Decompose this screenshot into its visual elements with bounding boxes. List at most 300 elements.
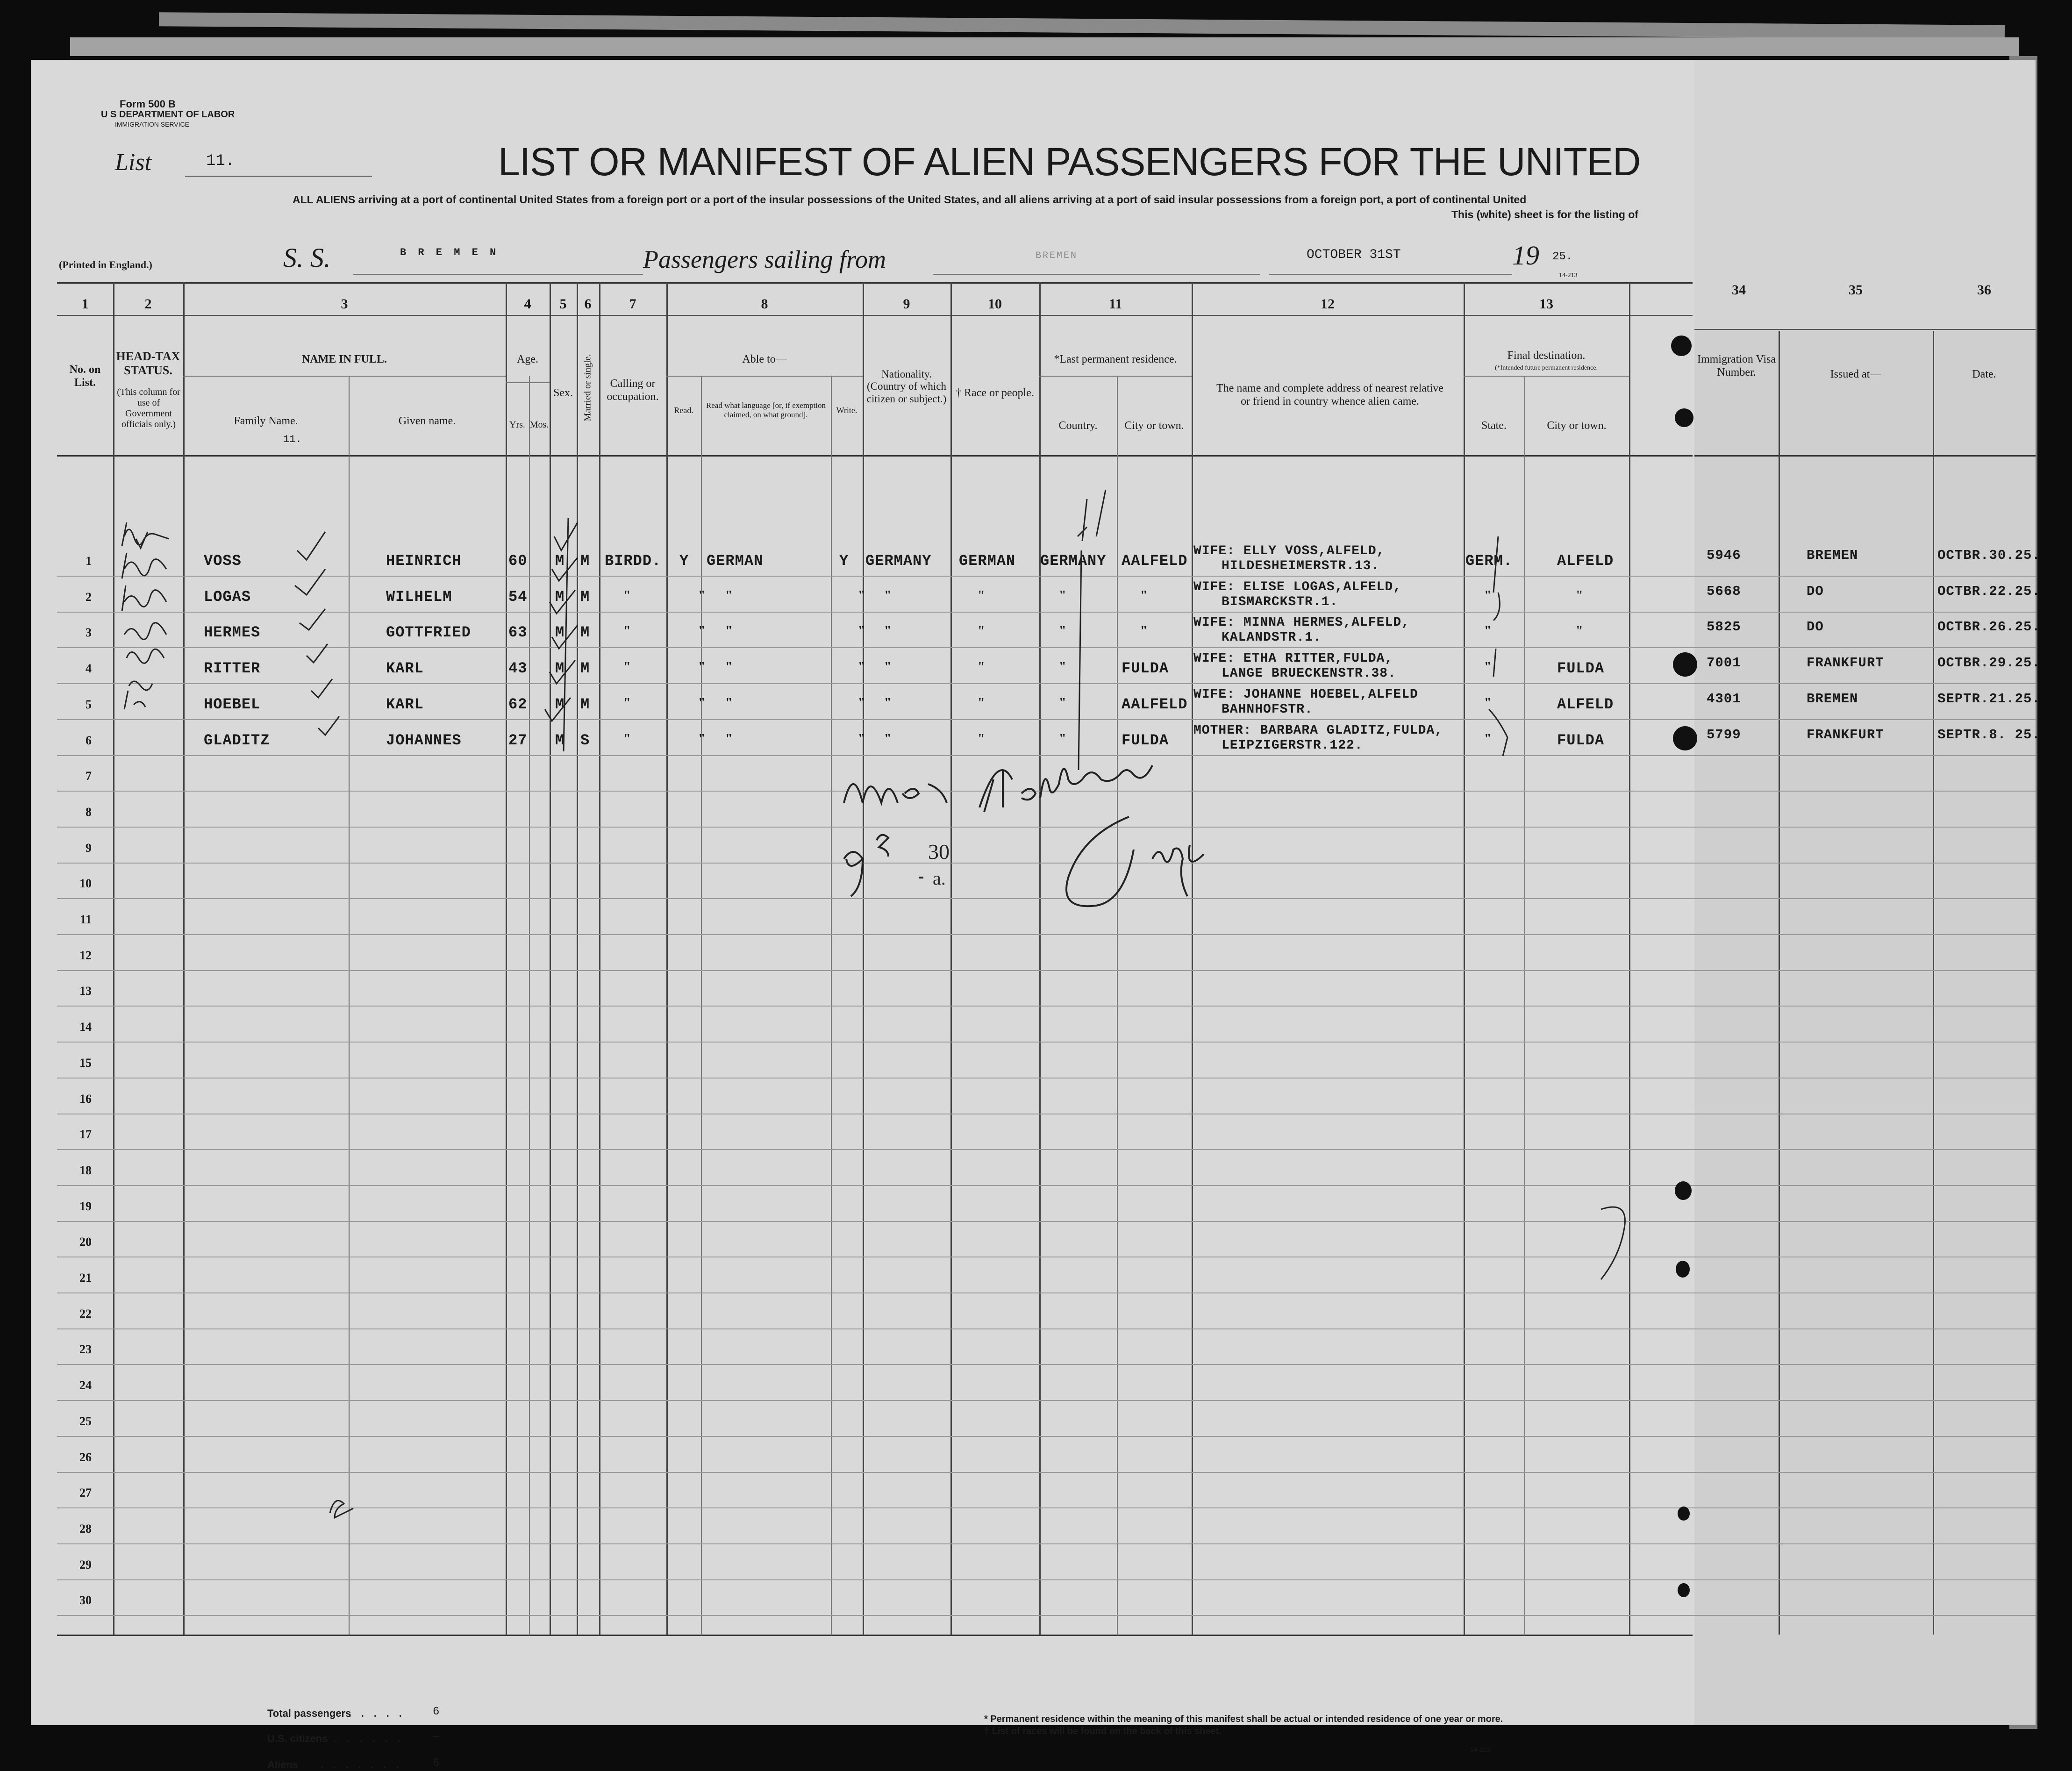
cell-relative-address: BAHNHOFSTR. bbox=[1222, 702, 1313, 717]
row-rule bbox=[57, 1543, 1694, 1544]
header-able-to: Able to— bbox=[742, 353, 787, 365]
right-row-rule bbox=[1694, 647, 2036, 648]
row-number: 3 bbox=[86, 626, 92, 640]
header-read-language: Read what language [or, if exemption claimed, on what ground]. bbox=[706, 401, 826, 419]
punch-hole bbox=[1675, 408, 1693, 427]
row-number: 4 bbox=[86, 662, 92, 676]
column-line bbox=[1039, 282, 1041, 1635]
cell-dest-city: ALFELD bbox=[1557, 695, 1614, 713]
cell-marital: M bbox=[580, 624, 590, 642]
cell-state: GERM. bbox=[1465, 552, 1513, 570]
cell-state: " bbox=[1484, 695, 1492, 710]
port-underline bbox=[933, 274, 1260, 275]
row-number: 8 bbox=[86, 805, 92, 819]
punch-hole bbox=[1675, 1181, 1692, 1200]
service-name: IMMIGRATION SERVICE bbox=[115, 121, 189, 128]
cell-sex: M bbox=[555, 624, 565, 642]
residence-check-marks bbox=[1068, 480, 1162, 770]
cell-occupation: " bbox=[623, 624, 631, 639]
row-number: 28 bbox=[79, 1521, 92, 1535]
header-head-tax: HEAD-TAX STATUS. bbox=[116, 350, 180, 377]
punch-hole bbox=[1676, 1261, 1690, 1278]
right-row-rule bbox=[1694, 1615, 2036, 1616]
cell-sex: M bbox=[555, 695, 565, 713]
column-number: 10 bbox=[988, 296, 1002, 312]
stacked-page-edge bbox=[70, 37, 2019, 56]
cell-marital: M bbox=[580, 660, 590, 678]
cell-visa: 5668 bbox=[1707, 583, 1741, 599]
cell-visa-date: OCTBR.22.25. bbox=[1937, 583, 2041, 599]
header-no-on-list: No. on List. bbox=[69, 364, 101, 389]
cell-nationality: " bbox=[884, 731, 892, 746]
cell-visa-date: OCTBR.26.25. bbox=[1937, 619, 2041, 635]
right-row-rule bbox=[1694, 1472, 2036, 1473]
punch-hole bbox=[1678, 1507, 1690, 1521]
cell-race: " bbox=[978, 731, 985, 746]
column-number-35: 35 bbox=[1849, 282, 1863, 298]
column-line bbox=[599, 282, 600, 1635]
head-tax-handwriting bbox=[115, 518, 194, 761]
aliens-value: 6 bbox=[433, 1757, 440, 1770]
row-number: 12 bbox=[79, 948, 92, 962]
manifest-title: LIST OR MANIFEST OF ALIEN PASSENGERS FOR THE UNITED bbox=[498, 140, 1641, 184]
right-row-rule bbox=[1694, 1507, 2036, 1508]
table-bottom-rule bbox=[57, 1635, 1693, 1636]
cell-given: WILHELM bbox=[386, 588, 452, 606]
column-number: 2 bbox=[144, 296, 152, 312]
us-citizens-value: — bbox=[433, 1731, 440, 1743]
row-number: 18 bbox=[79, 1163, 92, 1177]
destination-marks bbox=[1479, 527, 1554, 761]
cell-marital: M bbox=[580, 588, 590, 606]
cell-occupation: " bbox=[623, 731, 631, 746]
list-label: List bbox=[115, 149, 152, 176]
footnote-races: † List of races will be found on the back of this sheet. bbox=[984, 1726, 1222, 1736]
row-number: 30 bbox=[79, 1593, 92, 1607]
cell-nationality: " bbox=[884, 695, 892, 710]
cell-nationality: " bbox=[884, 660, 892, 675]
cell-race: " bbox=[978, 660, 985, 675]
right-row-rule bbox=[1694, 683, 2036, 684]
list-number: 11. bbox=[206, 152, 235, 170]
header-calling: Calling or occupation. bbox=[607, 378, 659, 403]
form-number: Form 500 B bbox=[120, 98, 176, 110]
row-number: 26 bbox=[79, 1450, 92, 1464]
header-city: City or town. bbox=[1124, 420, 1184, 432]
header-final-destination: Final destination. bbox=[1507, 350, 1586, 362]
column-line bbox=[1192, 282, 1193, 1635]
manifest-sheet bbox=[31, 60, 2041, 1771]
cell-country: " bbox=[1059, 588, 1066, 603]
right-row-rule bbox=[1694, 755, 2036, 756]
column-number: 6 bbox=[584, 296, 592, 312]
row-number: 27 bbox=[79, 1486, 92, 1500]
cell-language: " bbox=[725, 624, 733, 639]
cell-city: AALFELD bbox=[1122, 695, 1188, 713]
sailing-date: OCTOBER 31ST bbox=[1307, 248, 1401, 262]
column-number: 3 bbox=[341, 296, 348, 312]
cell-sex: M bbox=[555, 731, 565, 749]
header-nationality: Nationality. (Country of which citizen or subject.) bbox=[866, 368, 947, 405]
cell-read: " bbox=[698, 660, 706, 675]
cell-nationality: " bbox=[884, 624, 892, 639]
cell-issued: FRANKFURT bbox=[1807, 727, 1884, 743]
date-underline bbox=[1269, 274, 1512, 275]
time-note-a: a. bbox=[933, 868, 946, 889]
header-race: † Race or people. bbox=[956, 387, 1034, 399]
header-bottom-rule bbox=[57, 455, 1693, 457]
right-row-rule bbox=[1694, 1221, 2036, 1222]
column-number-36: 36 bbox=[1977, 282, 1991, 298]
header-state: State. bbox=[1481, 420, 1507, 432]
right-column-line bbox=[1779, 331, 1780, 1635]
right-row-rule bbox=[1694, 576, 2036, 577]
instructions-text-2: This (white) sheet is for the listing of bbox=[1451, 208, 1638, 221]
header-dest-city: City or town. bbox=[1547, 420, 1607, 432]
cell-relative-address: HILDESHEIMERSTR.13. bbox=[1222, 559, 1380, 573]
row-number: 11 bbox=[80, 913, 92, 926]
column-number: 11 bbox=[1108, 296, 1122, 312]
able-subheader-rule bbox=[666, 376, 863, 377]
row-number: 20 bbox=[79, 1235, 92, 1249]
header-immigration-visa: Immigration Visa Number. bbox=[1697, 353, 1776, 378]
instructions-text: ALL ALIENS arriving at a port of continental United States from a foreign port or a port of the insular possessions of the United States, and all aliens arriving at a port of said insular possessions from a foreign port, a port of continental United bbox=[293, 193, 1527, 206]
row-rule bbox=[57, 1400, 1694, 1401]
cell-relative-address: KALANDSTR.1. bbox=[1222, 630, 1322, 645]
row-rule bbox=[57, 1149, 1694, 1150]
row-rule bbox=[57, 970, 1694, 971]
cell-language: " bbox=[725, 731, 733, 746]
row-number: 17 bbox=[79, 1128, 92, 1142]
right-row-rule bbox=[1694, 1400, 2036, 1401]
year-suffix: 25. bbox=[1552, 250, 1573, 263]
header-head-tax-note: (This column for use of Government officials only.) bbox=[117, 387, 180, 429]
sailing-port: BREMEN bbox=[1036, 250, 1078, 261]
check-marks bbox=[218, 518, 592, 761]
cell-sex: M bbox=[555, 660, 565, 678]
manifest-front-page bbox=[31, 60, 1694, 1771]
row-rule bbox=[57, 1185, 1694, 1186]
right-header-bottom-rule bbox=[1694, 455, 2036, 457]
cell-family: RITTER bbox=[204, 660, 261, 678]
cell-nationality: " bbox=[884, 588, 892, 603]
cell-write: " bbox=[858, 624, 865, 639]
inspector-signature bbox=[825, 751, 1293, 948]
column-number: 9 bbox=[903, 296, 910, 312]
right-row-rule bbox=[1694, 1185, 2036, 1186]
cell-state: " bbox=[1484, 660, 1492, 675]
column-number: 7 bbox=[629, 296, 636, 312]
cell-dest-city: " bbox=[1576, 588, 1583, 603]
department-name: U S DEPARTMENT OF LABOR bbox=[101, 109, 235, 120]
row-number: 29 bbox=[79, 1557, 92, 1571]
cell-family: HERMES bbox=[204, 624, 261, 642]
cell-city: AALFELD bbox=[1122, 552, 1188, 570]
cell-visa-date: OCTBR.30.25. bbox=[1937, 548, 2041, 563]
header-last-residence: *Last permanent residence. bbox=[1054, 353, 1177, 365]
cell-family: VOSS bbox=[204, 552, 242, 570]
stray-mark bbox=[1592, 1200, 1648, 1284]
cell-occupation: BIRDD. bbox=[605, 552, 662, 570]
cell-family: GLADITZ bbox=[204, 731, 270, 749]
cell-read: " bbox=[698, 588, 706, 603]
header-write: Write. bbox=[836, 406, 857, 415]
cell-country: GERMANY bbox=[1040, 552, 1107, 570]
column-line bbox=[577, 282, 578, 1635]
cell-issued: BREMEN bbox=[1807, 691, 1858, 707]
cell-occupation: " bbox=[623, 695, 631, 710]
row-rule bbox=[57, 1579, 1694, 1580]
cell-issued: DO bbox=[1807, 583, 1824, 599]
cell-read: " bbox=[698, 695, 706, 710]
right-row-rule bbox=[1694, 1042, 2036, 1043]
cell-relative-name: WIFE: MINNA HERMES,ALFELD, bbox=[1193, 615, 1410, 630]
row-number: 7 bbox=[86, 769, 92, 783]
row-rule bbox=[57, 1364, 1694, 1365]
aliens-dots: . . . . . . . bbox=[321, 1759, 403, 1771]
cell-language: GERMAN bbox=[707, 552, 764, 570]
ship-underline bbox=[353, 274, 643, 275]
header-married: Married or single. bbox=[582, 354, 593, 421]
column-number: 12 bbox=[1321, 296, 1335, 312]
column-line bbox=[183, 282, 185, 1635]
punch-hole bbox=[1673, 726, 1697, 750]
cell-relative-address: LANGE BRUECKENSTR.38. bbox=[1222, 666, 1396, 681]
cell-race: GERMAN bbox=[959, 552, 1016, 570]
cell-visa-date: SEPTR.8. 25. bbox=[1937, 727, 2041, 743]
sailing-label: Passengers sailing from bbox=[643, 245, 886, 273]
header-family-name: Family Name. bbox=[234, 415, 298, 427]
punch-hole bbox=[1678, 1583, 1690, 1597]
cell-race: " bbox=[978, 624, 985, 639]
footer-code: 14-213 bbox=[1470, 1746, 1491, 1753]
cell-write: " bbox=[858, 695, 865, 710]
row-number: 22 bbox=[79, 1307, 92, 1321]
right-row-rule bbox=[1694, 1328, 2036, 1329]
cell-read: " bbox=[698, 624, 706, 639]
cell-visa: 4301 bbox=[1707, 691, 1741, 707]
cell-age: 54 bbox=[508, 588, 528, 606]
column-number-34: 34 bbox=[1732, 282, 1746, 298]
cell-relative-address: LEIPZIGERSTR.122. bbox=[1222, 738, 1363, 753]
cell-issued: FRANKFURT bbox=[1807, 655, 1884, 671]
citizens-dots: . . . . . . bbox=[335, 1733, 404, 1744]
cell-nationality: GERMANY bbox=[865, 552, 932, 570]
column-line bbox=[666, 282, 668, 1635]
age-subheader-rule bbox=[506, 382, 550, 383]
row-rule bbox=[57, 1436, 1694, 1437]
residence-subheader-rule bbox=[1039, 376, 1192, 377]
cell-age: 62 bbox=[508, 695, 528, 713]
cell-relative-address: BISMARCKSTR.1. bbox=[1222, 594, 1338, 609]
family-name-list-value: 11. bbox=[283, 434, 302, 445]
right-column-line bbox=[1933, 331, 1934, 1635]
destination-subheader-rule bbox=[1464, 376, 1629, 377]
cell-country: " bbox=[1059, 731, 1066, 746]
cell-age: 43 bbox=[508, 660, 528, 678]
column-line bbox=[113, 282, 114, 1635]
column-number-rule bbox=[57, 315, 1693, 316]
row-rule bbox=[57, 1006, 1694, 1007]
header-visa-date: Date. bbox=[1972, 368, 1996, 380]
right-row-rule bbox=[1694, 1436, 2036, 1437]
column-number: 1 bbox=[81, 296, 89, 312]
cell-relative-name: WIFE: ELLY VOSS,ALFELD, bbox=[1193, 544, 1385, 558]
header-given-name: Given name. bbox=[398, 415, 456, 427]
right-row-rule bbox=[1694, 612, 2036, 613]
right-row-rule bbox=[1694, 970, 2036, 971]
cell-language: " bbox=[725, 695, 733, 710]
row-number: 5 bbox=[86, 697, 92, 711]
cell-relative-name: WIFE: JOHANNE HOEBEL,ALFELD bbox=[1193, 687, 1418, 702]
column-number: 13 bbox=[1539, 296, 1553, 312]
cell-age: 27 bbox=[508, 731, 528, 749]
form-code: 14-213 bbox=[1559, 272, 1578, 279]
cell-state: " bbox=[1484, 624, 1492, 639]
cell-state: " bbox=[1484, 588, 1492, 603]
punch-hole bbox=[1671, 336, 1692, 356]
list-underline bbox=[185, 176, 372, 177]
continuation-page bbox=[1694, 331, 2036, 1725]
column-number: 5 bbox=[559, 296, 567, 312]
right-row-rule bbox=[1694, 827, 2036, 828]
column-line bbox=[506, 282, 507, 1635]
cell-city: " bbox=[1140, 624, 1148, 639]
cell-read: Y bbox=[679, 552, 689, 570]
name-subheader-rule bbox=[183, 376, 506, 377]
row-number: 1 bbox=[86, 554, 92, 568]
cell-visa: 5825 bbox=[1707, 619, 1741, 635]
header-sex: Sex. bbox=[553, 387, 573, 399]
table-top-rule bbox=[57, 282, 1693, 284]
header-country: Country. bbox=[1058, 420, 1098, 432]
right-row-rule bbox=[1694, 791, 2036, 792]
row-rule bbox=[57, 1472, 1694, 1473]
cell-given: GOTTFRIED bbox=[386, 624, 471, 642]
cell-country: " bbox=[1059, 660, 1066, 675]
column-number: 8 bbox=[761, 296, 768, 312]
cell-issued: BREMEN bbox=[1807, 548, 1858, 563]
cell-write: " bbox=[858, 588, 865, 603]
cell-sex: M bbox=[555, 588, 565, 606]
cell-city: FULDA bbox=[1122, 731, 1169, 749]
right-row-rule bbox=[1694, 719, 2036, 720]
right-row-rule bbox=[1694, 1579, 2036, 1580]
total-passengers-value: 6 bbox=[433, 1706, 440, 1718]
header-months: Mos. bbox=[529, 420, 549, 430]
cell-dest-city: ALFELD bbox=[1557, 552, 1614, 570]
year-prefix: 19 bbox=[1512, 240, 1539, 271]
row-rule bbox=[57, 1221, 1694, 1222]
cell-read: " bbox=[698, 731, 706, 746]
row-number: 24 bbox=[79, 1378, 92, 1393]
printed-in: (Printed in England.) bbox=[59, 259, 152, 271]
aliens-label: Aliens bbox=[267, 1759, 299, 1771]
cell-visa: 5799 bbox=[1707, 727, 1741, 743]
cell-family: HOEBEL bbox=[204, 695, 261, 713]
right-row-rule bbox=[1694, 1006, 2036, 1007]
row-number: 19 bbox=[79, 1199, 92, 1213]
time-note-30: 30 bbox=[928, 840, 950, 864]
row-number: 14 bbox=[79, 1020, 92, 1034]
right-row-rule bbox=[1694, 1364, 2036, 1365]
row-rule bbox=[57, 1507, 1694, 1508]
stacked-page-edge bbox=[159, 12, 2005, 39]
cell-language: " bbox=[725, 660, 733, 675]
header-read: Read. bbox=[674, 406, 693, 415]
row-number: 21 bbox=[79, 1271, 92, 1285]
header-nearest-relative: The name and complete address of nearest relative or friend in country whence alien came. bbox=[1216, 382, 1443, 407]
cell-given: JOHANNES bbox=[386, 731, 462, 749]
cell-city: " bbox=[1140, 588, 1148, 603]
footnote-permanent-residence: * Permanent residence within the meaning of this manifest shall be actual or intended residence of one year or more. bbox=[984, 1714, 1503, 1724]
cell-visa-date: OCTBR.29.25. bbox=[1937, 655, 2041, 671]
row-number: 10 bbox=[79, 877, 92, 891]
row-number: 16 bbox=[79, 1092, 92, 1106]
cell-country: " bbox=[1059, 624, 1066, 639]
cell-marital: M bbox=[580, 695, 590, 713]
right-header-top-rule bbox=[1694, 329, 2036, 330]
total-dots: . . . . . bbox=[349, 1707, 406, 1719]
ss-label: S. S. bbox=[283, 243, 331, 273]
cell-write: " bbox=[858, 731, 865, 746]
cell-city: FULDA bbox=[1122, 660, 1169, 678]
cell-family: LOGAS bbox=[204, 588, 251, 606]
total-passengers-label: Total passengers bbox=[267, 1707, 351, 1719]
cell-dest-city: FULDA bbox=[1557, 731, 1605, 749]
cell-visa: 7001 bbox=[1707, 655, 1741, 671]
right-row-rule bbox=[1694, 898, 2036, 899]
row-number: 9 bbox=[86, 841, 92, 855]
cell-age: 60 bbox=[508, 552, 528, 570]
right-row-rule bbox=[1694, 934, 2036, 935]
header-final-destination-note: (*Intended future permanent residence. bbox=[1494, 364, 1598, 371]
right-row-rule bbox=[1694, 1149, 2036, 1150]
cell-occupation: " bbox=[623, 588, 631, 603]
column-line bbox=[550, 282, 551, 1635]
cell-visa: 5946 bbox=[1707, 548, 1741, 563]
cell-marital: M bbox=[580, 552, 590, 570]
cell-dest-city: " bbox=[1576, 624, 1583, 639]
header-age: Age. bbox=[517, 353, 538, 365]
stray-mark-27 bbox=[321, 1485, 363, 1527]
column-line bbox=[863, 282, 864, 1635]
column-line bbox=[1629, 282, 1630, 1635]
column-line bbox=[950, 282, 952, 1635]
row-number: 15 bbox=[79, 1056, 92, 1070]
header-years: Yrs. bbox=[509, 420, 525, 430]
row-number: 23 bbox=[79, 1343, 92, 1357]
header-issued-at: Issued at— bbox=[1830, 368, 1881, 380]
right-row-rule bbox=[1694, 1543, 2036, 1544]
header-name-in-full: NAME IN FULL. bbox=[301, 353, 387, 365]
cell-race: " bbox=[978, 588, 985, 603]
cell-write: " bbox=[858, 660, 865, 675]
cell-relative-name: WIFE: ELISE LOGAS,ALFELD, bbox=[1193, 579, 1402, 594]
cell-visa-date: SEPTR.21.25. bbox=[1937, 691, 2041, 707]
cell-dest-city: FULDA bbox=[1557, 660, 1605, 678]
column-number: 4 bbox=[524, 296, 531, 312]
punch-hole bbox=[1673, 652, 1697, 677]
ship-name: B R E M E N bbox=[400, 247, 499, 258]
cell-issued: DO bbox=[1807, 619, 1824, 635]
cell-relative-name: WIFE: ETHA RITTER,FULDA, bbox=[1193, 651, 1393, 666]
row-number: 6 bbox=[86, 733, 92, 747]
cell-marital: S bbox=[580, 731, 590, 749]
row-number: 13 bbox=[79, 984, 92, 998]
row-number: 2 bbox=[86, 590, 92, 604]
cell-relative-name: MOTHER: BARBARA GLADITZ,FULDA, bbox=[1193, 723, 1443, 738]
